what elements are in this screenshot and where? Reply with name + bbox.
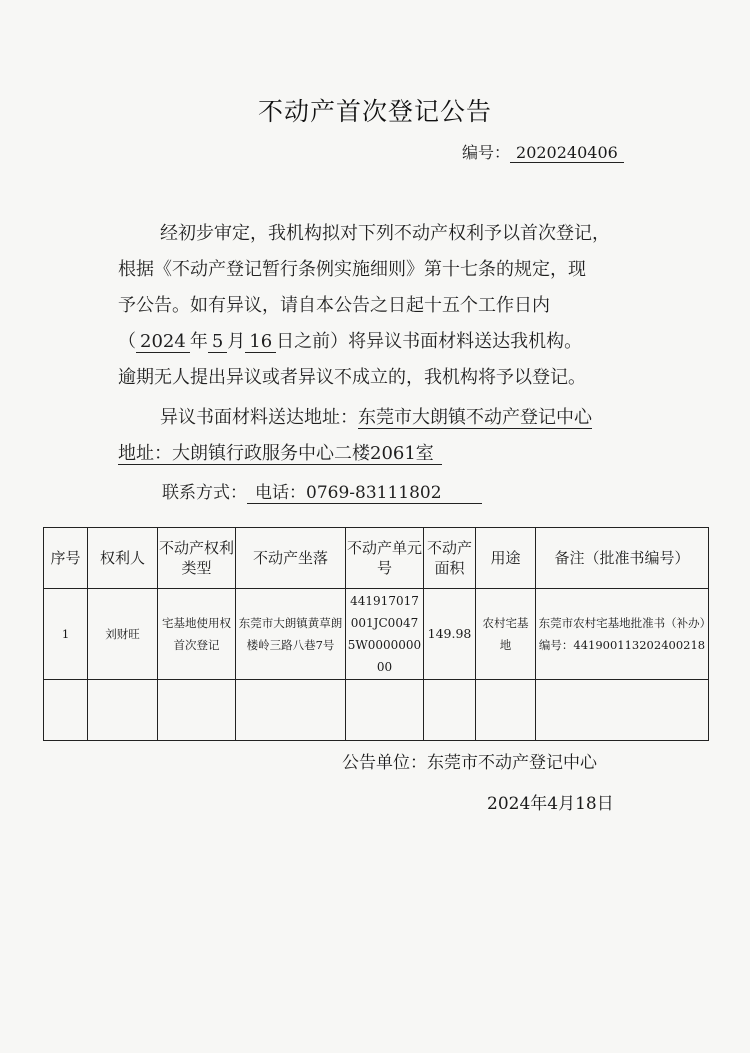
address-line: 地址：大朗镇行政服务中心二楼2061室 <box>118 443 442 465</box>
cell-note <box>536 680 709 741</box>
registration-table <box>43 527 709 741</box>
document-number-value: 2020240406 <box>510 144 624 163</box>
deadline-month-unit: 月 <box>227 331 246 352</box>
table-header-cell: 不动产单元号 <box>346 528 424 589</box>
table-header-cell: 权利人 <box>88 528 158 589</box>
cell-holder: 刘财旺 <box>88 589 158 680</box>
table-row <box>44 680 709 741</box>
cell-note: 东莞市农村宅基地批准书（补办）编号：441900113202400218 <box>536 589 709 680</box>
deadline-rest: 日之前）将异议书面材料送达我机构。 <box>276 331 583 352</box>
objection-address-org: 东莞市大朗镇不动产登记中心 <box>358 407 592 428</box>
table-header-cell: 备注（批准书编号） <box>536 528 709 589</box>
cell-location <box>236 680 346 741</box>
body-line-3: 予公告。如有异议，请自本公告之日起十五个工作日内 <box>118 295 550 316</box>
deadline-year-unit: 年 <box>189 331 208 352</box>
body-line-5: 逾期无人提出异议或者异议不成立的，我机构将予以登记。 <box>118 367 586 388</box>
body-line-1: 经初步审定，我机构拟对下列不动产权利予以首次登记， <box>160 223 610 244</box>
document-number-label: 编号： <box>462 143 511 162</box>
objection-address-label: 异议书面材料送达地址： <box>160 407 358 428</box>
objection-address-detail <box>118 436 648 472</box>
cell-unit-number <box>346 680 424 741</box>
deadline-open-paren: （ <box>118 331 136 352</box>
contact-info <box>162 478 682 508</box>
cell-holder <box>88 680 158 741</box>
deadline-year: 2024 <box>136 331 190 353</box>
table-header-cell: 不动产权利类型 <box>158 528 236 589</box>
contact-label: 联系方式： <box>162 483 247 503</box>
page-title: 不动产首次登记公告 <box>257 97 492 126</box>
cell-unit-number: 441917017001JC00475W000000000 <box>346 589 424 680</box>
deadline-day: 16 <box>245 331 276 353</box>
table-header-cell: 序号 <box>44 528 88 589</box>
cell-area: 149.98 <box>424 589 476 680</box>
cell-usage <box>476 680 536 741</box>
cell-seq <box>44 680 88 741</box>
cell-right-type <box>158 680 236 741</box>
body-line-4 <box>118 324 648 360</box>
table-header-cell: 用途 <box>476 528 536 589</box>
cell-area <box>424 680 476 741</box>
cell-right-type: 宅基地使用权首次登记 <box>158 589 236 680</box>
objection-address <box>160 400 680 436</box>
deadline-month: 5 <box>208 331 227 353</box>
body-line-2: 根据《不动产登记暂行条例实施细则》第十七条的规定，现 <box>118 259 586 280</box>
issue-date: 2024年4月18日 <box>487 794 614 814</box>
table-header-cell: 不动产面积 <box>424 528 476 589</box>
table-header-row <box>44 528 709 589</box>
contact-phone: 电话：0769-83111802 <box>247 483 482 504</box>
table-header-cell: 不动产坐落 <box>236 528 346 589</box>
table-row <box>44 589 709 680</box>
cell-location: 东莞市大朗镇黄草朗楼岭三路八巷7号 <box>236 589 346 680</box>
cell-usage: 农村宅基地 <box>476 589 536 680</box>
cell-seq: 1 <box>44 589 88 680</box>
issuer-line: 公告单位：东莞市不动产登记中心 <box>342 753 597 773</box>
document-number <box>462 140 624 163</box>
